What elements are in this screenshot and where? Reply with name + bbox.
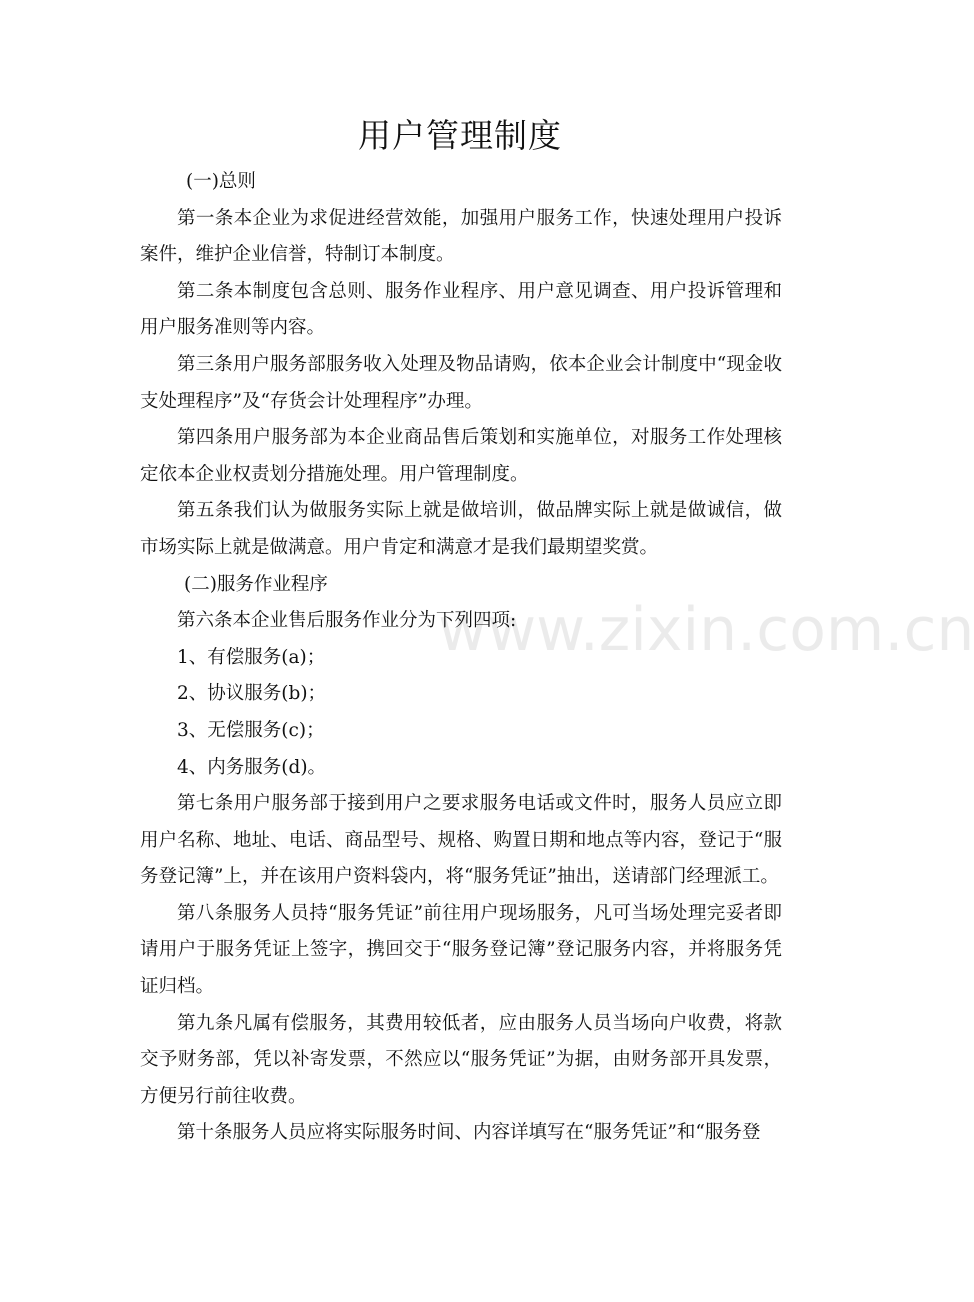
- list-item: 4、内务服务(d)。: [177, 756, 327, 778]
- article-6: 第六条本企业售后服务作业分为下列四项:: [177, 610, 517, 632]
- article-8: 第八条服务人员持“服务凭证”前往用户现场服务，凡可当场处理完妥者即请用户于服务凭证上签字，携回交于“服务登记簿”登记服务内容，并将服务凭证归档。: [140, 902, 782, 998]
- list-item: 3、无偿服务(c)；: [177, 719, 325, 741]
- document-body: [140, 164, 782, 1152]
- article-4: 第四条用户服务部为本企业商品售后策划和实施单位，对服务工作处理核定依本企业权责划分措施处理。用户管理制度。: [140, 427, 782, 485]
- section-heading-general: (一)总则: [186, 171, 256, 192]
- article-9: 第九条凡属有偿服务，其费用较低者，应由服务人员当场向户收费，将款交予财务部，凭以补寄发票，不然应以“服务凭证”为据，由财务部开具发票，方便另行前往收费。: [140, 1012, 782, 1107]
- section-heading-service-procedure: (二)服务作业程序: [184, 573, 328, 595]
- article-3: 第三条用户服务部服务收入处理及物品请购，依本企业会计制度中“现金收支处理程序”及“存货会计处理程序”办理。: [140, 353, 782, 412]
- list-item: 1、有偿服务(a)；: [177, 646, 326, 668]
- article-1: 第一条本企业为求促进经营效能，加强用户服务工作，快速处理用户投诉案件，维护企业信誉，特制订本制度。: [140, 207, 782, 266]
- article-5: 第五条我们认为做服务实际上就是做培训，做品牌实际上就是做诚信，做市场实际上就是做满意。用户肯定和满意才是我们最期望奖赏。: [140, 500, 782, 558]
- article-10: 第十条服务人员应将实际服务时间、内容详填写在“服务凭证”和“服务登: [177, 1122, 761, 1144]
- list-item: 2、协议服务(b)；: [177, 683, 327, 705]
- article-7: 第七条用户服务部于接到用户之要求服务电话或文件时，服务人员应立即用户名称、地址、电话、商品型号、规格、购置日期和地点等内容，登记于“服务登记簿”上，并在该用户资料袋内，将“服务凭证”抽出，送请部门经理派工。: [140, 793, 782, 888]
- document-title: 用户管理制度: [358, 116, 562, 155]
- article-2: 第二条本制度包含总则、服务作业程序、用户意见调查、用户投诉管理和用户服务准则等内容。: [140, 280, 782, 339]
- watermark: www.zixin.com.cn: [438, 595, 974, 665]
